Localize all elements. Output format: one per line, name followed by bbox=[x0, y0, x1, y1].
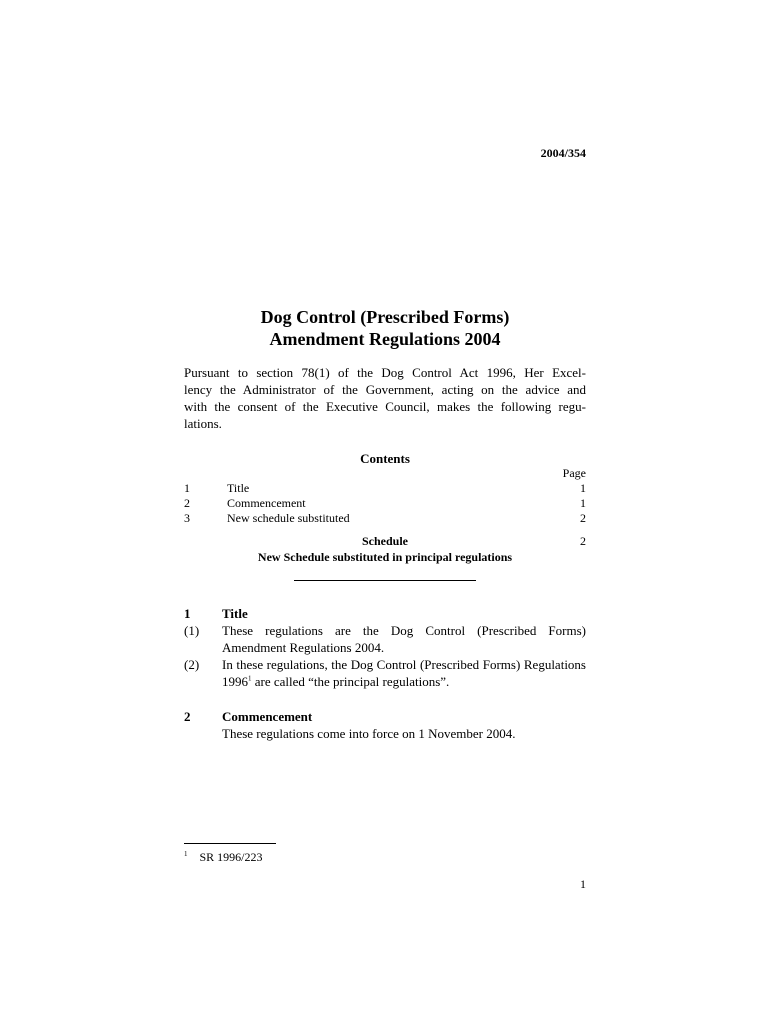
preamble-line: lency the Administrator of the Government, acting on the advice and bbox=[184, 382, 586, 397]
contents-item-page: 1 bbox=[580, 481, 586, 495]
title-line-1: Dog Control (Prescribed Forms) bbox=[260, 307, 510, 327]
contents-item-page: 1 bbox=[580, 496, 586, 510]
clause-number: (2) bbox=[184, 657, 200, 672]
preamble-line: Pursuant to section 78(1) of the Dog Control Act 1996, Her Excel- bbox=[184, 365, 586, 380]
schedule-title: New Schedule substituted in principal regulations bbox=[257, 550, 513, 564]
footnote bbox=[184, 850, 263, 865]
title-line-2: Amendment Regulations 2004 bbox=[269, 329, 501, 349]
contents-item[interactable] bbox=[184, 481, 586, 496]
contents-item-label: Commencement bbox=[227, 496, 306, 510]
footnote-reference[interactable]: 1 bbox=[248, 674, 252, 683]
section-heading bbox=[184, 708, 586, 725]
section-title bbox=[184, 605, 586, 690]
contents-item[interactable] bbox=[184, 496, 586, 511]
contents-item[interactable] bbox=[184, 511, 586, 526]
contents-item-number: 2 bbox=[184, 496, 190, 510]
section-heading-label: Title bbox=[222, 606, 248, 621]
contents-heading: Contents bbox=[360, 451, 410, 466]
clause-text: These regulations are the Dog Control (Prescribed Forms) Amendment Regulations 2004. bbox=[222, 623, 586, 655]
clause-number: (1) bbox=[184, 623, 200, 638]
schedule-label: Schedule bbox=[361, 534, 408, 548]
regulation-number: 2004/354 bbox=[540, 146, 586, 160]
page-number: 1 bbox=[580, 877, 586, 891]
clause-text-part: In these regulations, the Dog Control (Prescribed Forms) Regulations 1996 bbox=[222, 657, 586, 689]
preamble-line: with the consent of the Executive Council, makes the following regu- bbox=[184, 399, 586, 414]
clause-text: These regulations come into force on 1 November 2004. bbox=[222, 726, 516, 741]
section-number: 2 bbox=[184, 709, 191, 724]
clause-text-part: are called “the principal regulations”. bbox=[251, 674, 450, 689]
contents-list bbox=[184, 481, 586, 526]
footnote-mark: 1 bbox=[184, 850, 188, 858]
document-title bbox=[184, 306, 586, 350]
section-heading bbox=[184, 605, 586, 622]
section-heading-label: Commencement bbox=[222, 709, 313, 724]
clause bbox=[184, 725, 586, 742]
section-commencement bbox=[184, 708, 586, 742]
footnote-text: SR 1996/223 bbox=[199, 850, 263, 864]
clause-text bbox=[222, 656, 586, 690]
contents-divider bbox=[294, 580, 476, 581]
schedule-page: 2 bbox=[580, 534, 586, 548]
contents-item-number: 3 bbox=[184, 511, 190, 525]
contents-item-page: 2 bbox=[580, 511, 586, 525]
footnote-divider bbox=[184, 843, 276, 844]
clause bbox=[184, 622, 586, 656]
preamble-line: lations. bbox=[184, 416, 222, 431]
contents-item-label: Title bbox=[227, 481, 250, 495]
contents-page-label: Page bbox=[562, 466, 586, 480]
section-number: 1 bbox=[184, 606, 191, 621]
contents-item-label: New schedule substituted bbox=[227, 511, 350, 525]
contents-schedule-entry[interactable] bbox=[184, 533, 586, 565]
preamble bbox=[184, 364, 586, 432]
contents-item-number: 1 bbox=[184, 481, 190, 495]
clause bbox=[184, 656, 586, 690]
